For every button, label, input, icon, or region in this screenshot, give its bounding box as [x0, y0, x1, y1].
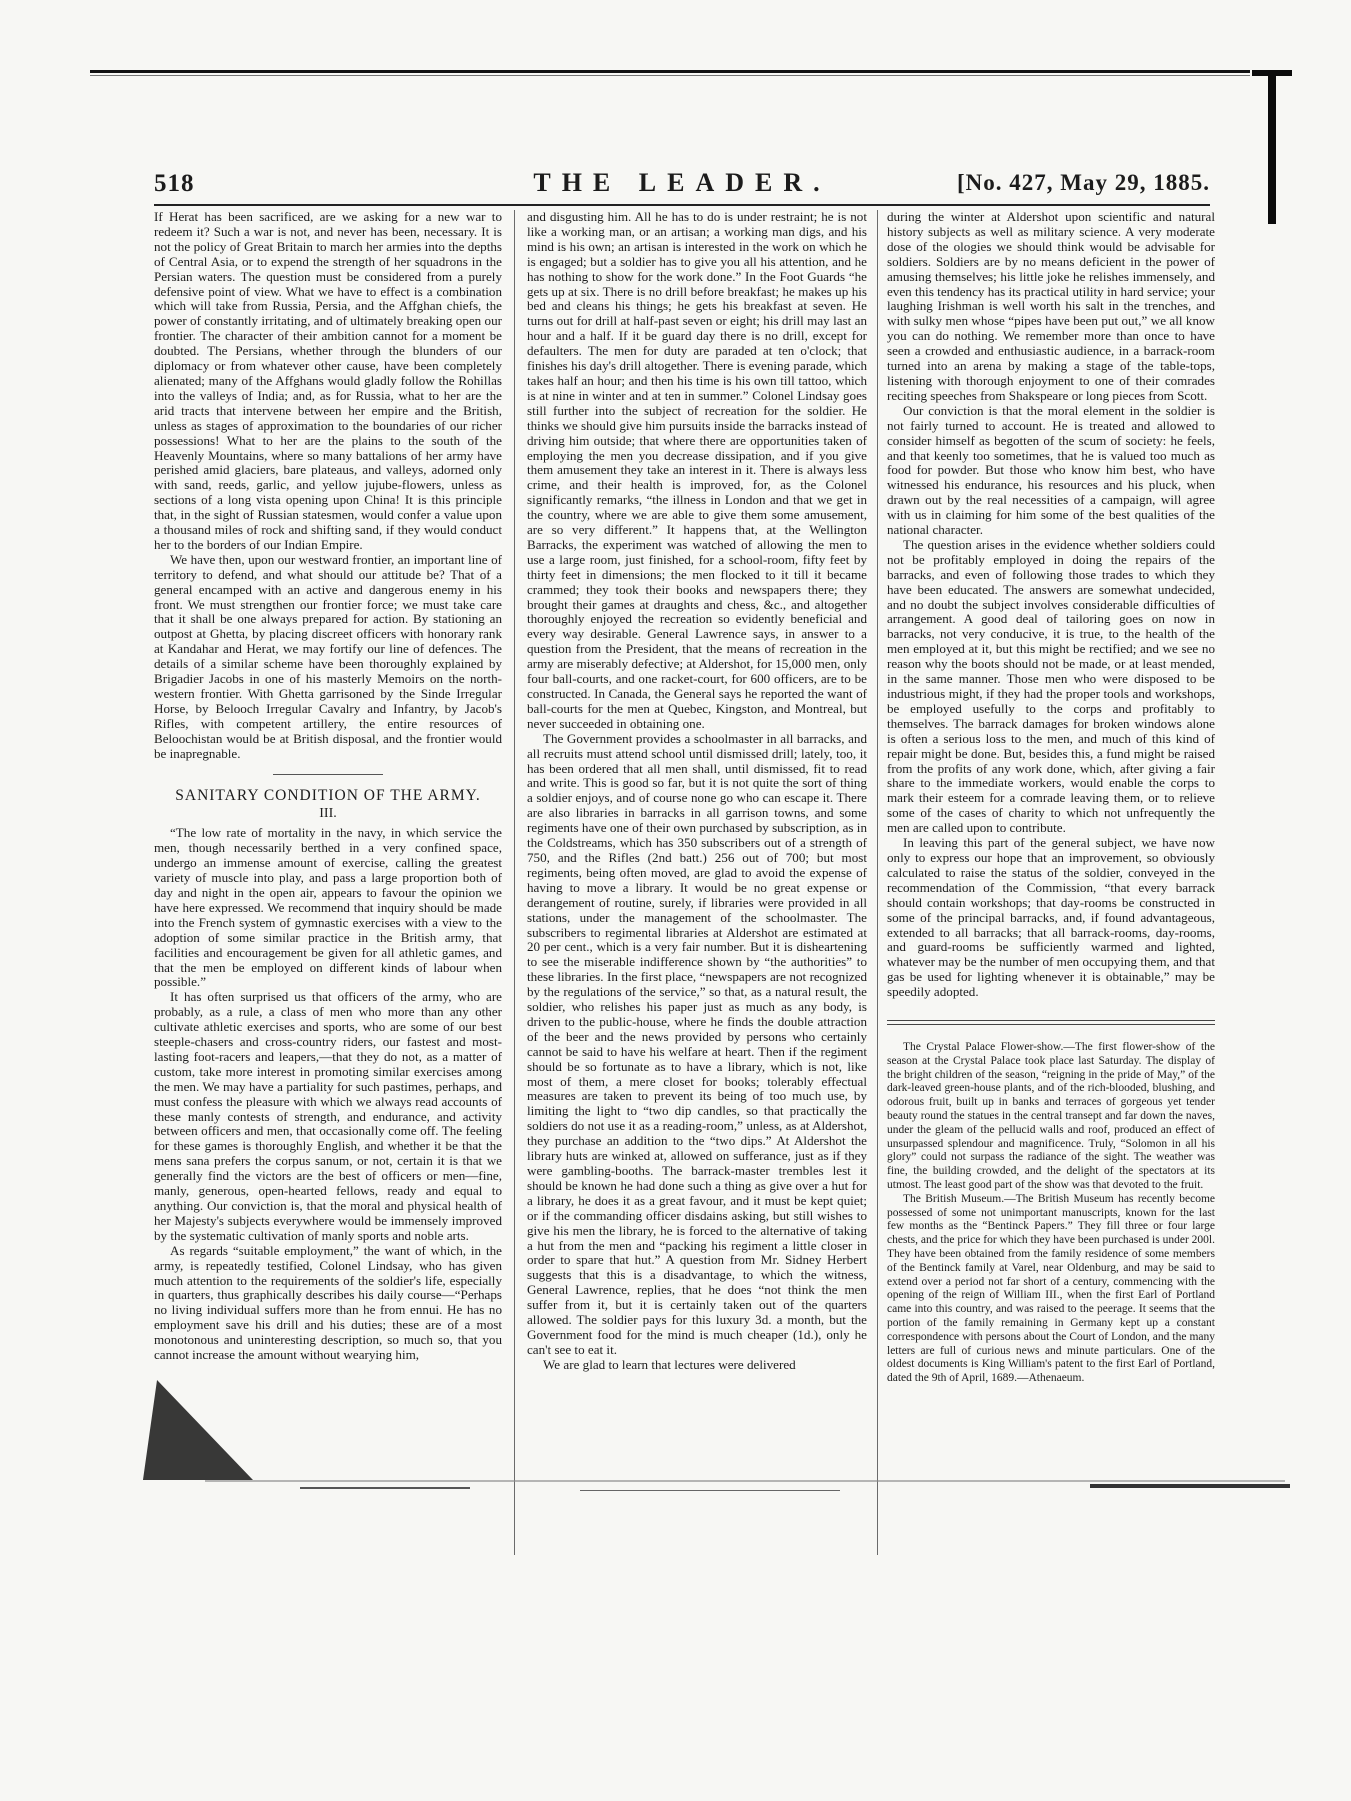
paragraph: “The low rate of mortality in the navy, in which service the men, though necessarily berthed in a very confined space, undergo an immense amount of exercise, calling the greatest variety of muscle into play, and pass a large proportion both of day and night in the open air, appears to favour the opinion we have here expressed. We recommend that inquiry should be made into the French system of gymnastic exercises with a view to the adoption of some similar practice in the British army, that facilities and encouragement be given for all athletic games, and that the men be employed on different kinds of labour when possible.” [154, 825, 502, 990]
column-1 [154, 210, 502, 1570]
paragraph: If Herat has been sacrificed, are we asking for a new war to redeem it? Such a war is not, and never has been, necessary. It is not the policy of Great Britain to march her armies into the depths of Central Asia, or to expend the strength of her squadrons in the Persian waters. The question must be considered from a purely defensive point of view. What we have to effect is a combination which will take from Russia, Persia, and the Affghan chiefs, the power of constantly irritating, and of ultimately breaking open our frontier. The character of their ambition cannot for a moment be doubted. The Persians, whether through the blunders of our diplomacy or from whatever other cause, have been completely alienated; many of the Affghans would gladly follow the Rohillas into the valleys of India; and, as for Russia, what to her are the arid tracts that intervene between her empire and the British, unless as stages of approximation to the boundaries of our richer possessions! What to her are the plains to the south of the Heavenly Mountains, where so many battalions of her army have perished amid glaciers, bare plateaus, and valleys, adorned only with sand, reeds, garlic, and yellow jujube-flowers, unless as sections of a long vista opening upon China! It is this principle that, in the sight of Russian statesmen, would confer a value upon a thousand miles of rock and shifting sand, if they would conduct her to the borders of our Indian Empire. [154, 209, 502, 552]
paragraph: We are glad to learn that lectures were delivered [543, 1356, 796, 1372]
top-rule-thin [90, 75, 1250, 76]
paragraph: In leaving this part of the general subject, we have now only to express our hope that an improvement, so obviously calculated to raise the status of the soldier, conveyed in the recommendation of the Commission, “that every barrack should contain workshops; that day-rooms be constructed in some of the principal barracks, and, if found advantageous, extended to all barracks; that all barrack-rooms, day-rooms, and guard-rooms be sufficiently warmed and lighted, whatever may be the number of men occupying them, and that gas be used for lighting whenever it is obtainable,” may be speedily adopted. [887, 835, 1215, 1000]
masthead-title: THE LEADER. [533, 168, 831, 197]
paragraph: As regards “suitable employment,” the want of which, in the army, is repeatedly testified, Colonel Lindsay, who has given much attention to the requirements of the soldier's life, especially in quarters, thus graphically describes his daily course—“Perhaps no living individual suffers more than he from ennui. He has no employment save his drill and his duties; these are of a most monotonous and uninteresting description, so much so, that you cannot increase the amount without wearying him, [154, 1242, 502, 1363]
news-notes [887, 1041, 1215, 1386]
bottom-scratch [205, 1480, 1285, 1482]
paragraph: We have then, upon our westward frontier, an important line of territory to defend, and what should our attitude be? That of a general encamped with an active and dangerous enemy in his front. We must strengthen our frontier force; we must take care that it shall be one always prepared for action. By stationing an outpost at Ghetta, by placing discreet officers with honorary rank at Kandahar and Herat, we may fortify our line of defences. The details of a similar scheme have been thoroughly explained by Brigadier Jacobs in one of his masterly Memoirs on the north-western frontier. With Ghetta garrisoned by the Sinde Irregular Horse, by Belooch Irregular Cavalry and Infantry, by Jacob's Rifles, with competent artillery, the entire resources of Beloochistan would be at British disposal, and the frontier would be inapregnable. [154, 551, 502, 761]
folded-corner-shadow [143, 1380, 267, 1480]
news-note: The British Museum.—The British Museum has recently become possessed of some not unimportant manuscripts, known for the last few months as the “Bentinck Papers.” They fill three or four large chests, and the price for which they have been purchased is under 200l. They have been obtained from the family residence of some members of the Bentinck family at Varel, near Oldenburg, and may be said to extend over a period not far short of a century, commencing with the opening of the reign of William III., when the first Earl of Portland came into this country, and was raised to the peerage. It seems that the portion of the family remaining in Germany kept up a constant correspondence with persons about the Court of London, and the many letters are full of curious news and minute particulars. One of the oldest documents is King William's patent to the first Earl of Portland, dated the 9th of April, 1689.—Athenaeum. [887, 1192, 1215, 1385]
paragraph: The question arises in the evidence whether soldiers could not be profitably employed in doing the repairs of the barracks, and even of following those trades to which they have been educated. The answers are somewhat undecided, and no doubt the subject involves considerable difficulties of arrangement. A good deal of tailoring goes on now in barracks, not very conducive, it is true, to the health of the men employed at it, but this might be rectified; and we see no reason why the boots should not be made, or at least mended, in the same manner. Those men who were disposed to be industrious might, if they had the proper tools and workshops, be employed usefully to the corps and profitably to themselves. The barrack damages for broken windows alone is often a serious loss to the men, and much of this kind of repair might be done. But, besides this, a fund might be raised from the profits of any work done, which, after giving a fair share to the immediate workers, would enable the corps to mark their esteem for a comrade leaving them, or to relieve some of the cases of charity to which not unfrequently the men are called upon to contribute. [887, 536, 1215, 836]
paragraph: and disgusting him. All he has to do is under restraint; he is not like a working man, or an artisan; a working man digs, and his mind is his own; an artisan is interested in the work on which he is engaged; but a soldier has to give you all his attention, and he has nothing to show for the work done.” In the Foot Guards “he gets up at six. There is no drill before breakfast; he makes up his bed and cleans his things; he gets his breakfast at seven. He turns out for drill at half-past seven or eight; his drill may last an hour and a half. If it be guard day there is no drill, except for defaulters. The men for duty are paraded at ten o'clock; that finishes his day's drill altogether. There is evening parade, which takes half an hour; and then his time is his own till tattoo, which is at nine in winter and at ten in summer.” Colonel Lindsay goes still further into the subject of recreation for the soldier. He thinks we should give him pursuits inside the barracks instead of driving him outside; that where there are opportunities taken of employing the men you decrease dissipation, and if you give them amusement they take an interest in it. There is always less crime, and their health is improved, for, as the Colonel significantly remarks, “the illness in London and that we get in the country, where we are able to give them some amusement, are so very different.” It happens that, at the Wellington Barracks, the experiment was watched of allowing the men to use a large room, just finished, for a school-room, fifty feet by thirty feet in dimensions; the men flocked to it till it became crammed; they took their books and newspapers there; they brought their games at draughts and chess, &c., and altogether thoroughly enjoyed the recreation so evidently beneficial and every way desirable. General Lawrence says, in answer to a question from the President, that the means of recreation in the army are miserably defective; at Aldershot, for 15,000 men, only four ball-courts, and one racket-court, for 600 officers, are to be constructed. In Canada, the General says he reported the want of ball-courts for the men at Quebec, Kingston, and Montreal, but never succeeded in obtaining one. [527, 209, 867, 731]
paragraph: It has often surprised us that officers of the army, who are probably, as a rule, a class of men who more than any other cultivate athletic exercises and sports, who are some of our best steeple-chasers and cross-country riders, our fastest and most-lasting foot-racers and leapers,—that they do not, as a matter of custom, take more interest in promoting similar exercises among the men. We may have a partiality for such pastimes, perhaps, and must confess the pleasure with which we always read accounts of these manly contests of strength, and endurance, and activity between officers and men, that occasionally come off. The feeling for these games is thoroughly English, and whether it be that the mens sana prefers the corpus sanum, or not, certain it is that we generally find the victors are the best of officers or men—fine, manly, generous, open-hearted fellows, ready and equal to anything. Our conviction is, that the moral and physical health of her Majesty's subjects everywhere would be immensely improved by the systematic cultivation of manly sports and noble arts. [154, 989, 502, 1243]
issue-date: [No. 427, May 29, 1885. [957, 170, 1210, 195]
masthead-rule [154, 204, 1210, 206]
paragraph: Our conviction is that the moral element in the soldier is not fairly turned to account. He is treated and allowed to consider himself as begotten of the scum of society: he feels, and that keenly too sometimes, that he is valued too much as food for powder. But those who know him best, who have witnessed his endurance, his resources and his pluck, when drawn out by the real necessities of a campaign, will agree with us in claiming for him some of the best qualities of the national character. [887, 402, 1215, 538]
column-divider [877, 210, 878, 1555]
article-subheading: III. [319, 806, 337, 822]
page-number: 518 [154, 170, 195, 197]
column-3 [887, 210, 1215, 1565]
section-rule [273, 774, 383, 775]
bottom-scuff [580, 1490, 840, 1491]
page-edge-bar [1268, 74, 1276, 224]
top-rule [90, 70, 1250, 73]
column-2 [527, 210, 867, 1565]
masthead [154, 168, 1210, 202]
article-heading: SANITARY CONDITION OF THE ARMY. [175, 786, 481, 804]
paragraph: during the winter at Aldershot upon scientific and natural history subjects as well as military science. A very moderate dose of the ologies we should think would be advisable for soldiers. Soldiers are by no means deficient in the power of amusing themselves; his little joke he relishes immensely, and even this tendency has its practical utility in hard service; your laughing Irishman is well worth his salt in the trenches, and with sulky men whose “pipes have been put out,” we all know you can do nothing. We remember more than once to have seen a crowded and enthusiastic audience, in a barrack-room turned into an arena by making a stage of the table-tops, listening with thorough enjoyment to one of their comrades reciting speeches from Shakspeare or long pieces from Scott. [887, 209, 1215, 403]
paragraph: The Government provides a schoolmaster in all barracks, and all recruits must attend school until dismissed drill; lately, too, it has been ordered that all men shall, until dismissed, fit to read and write. This is good so far, but it is not quite the sort of thing a soldier enjoys, and of course none go who can escape it. There are also libraries in barracks in all garrison towns, and some regiments have one of their own purchased by subscription, as in the Coldstreams, which has 350 subscribers out of a strength of 750, and the Rifles (2nd batt.) 256 out of 700; but most regiments, being often moved, are glad to avoid the expense of having to move a library. It would be no great expense or derangement of routine, surely, if libraries were provided in all stations, under the management of the schoolmaster. The subscribers to regimental libraries at Aldershot are estimated at 20 per cent., which is a very fair number. But it is disheartening to see the miserable indifference shown by “the authorities” to these libraries. In the first place, “newspapers are not recognized by the regulations of the service,” so that, as a natural result, the soldier, who relishes his paper just as much as any body, is driven to the public-house, where he finds the double attraction of the beer and the news provided by persons who certainly cannot be said to have his welfare at heart. Then if the regiment should be so fortunate as to have a library, which is not, like most of them, a mere closet for books; tolerably effectual measures are taken to prevent its being of too much use, by limiting the light to “two dip candles, so that practically the soldiers do not use it as a reading-room,” unless, as at Aldershot, they purchase an addition to the “two dips.” At Aldershot the library huts are winked at, allowed on sufferance, just as if they were gambling-booths. The barrack-master trembles lest it should be known he had done such a thing as give over a hut for a library, he does it as a great favour, and it must be kept quiet; or if the commanding officer disdains asking, but still wishes to give his men the library, he is forced to the alternative of taking a hut from the men and “packing his regiment a little closer in order to spare that hut.” A question from Mr. Sidney Herbert suggests that this is a disadvantage, to which the witness, General Lawrence, replies, that he does “not think the men suffer from it, but it is certainly taken out of the quarters allowed. The soldier pays for this luxury 3d. a month, but the Government food for the mind is much cheaper (1d.), only he can't see to eat it. [527, 730, 867, 1357]
news-note: The Crystal Palace Flower-show.—The first flower-show of the season at the Crystal Palace took place last Saturday. The display of the bright children of the season, “reigning in the pride of May,” of the dark-leaved green-house plants, and of the rich-blooded, blushing, and odorous fruit, built up in banks and terraces of gorgeous yet tender beauty round the statues in the central transept and far down the naves, under the gleam of the pellucid walls and roof, produced an effect of unsurpassed splendour and magnificence. Truly, “Solomon in all his glory” could not surpass the radiance of the sight. The weather was fine, the building crowded, and the delight of the spectators at its utmost. The least good part of the show was that devoted to the fruit. [887, 1041, 1215, 1191]
double-rule [887, 1020, 1215, 1025]
bottom-scuff [300, 1487, 470, 1489]
column-divider [514, 210, 515, 1555]
bottom-scuff [1090, 1484, 1290, 1488]
